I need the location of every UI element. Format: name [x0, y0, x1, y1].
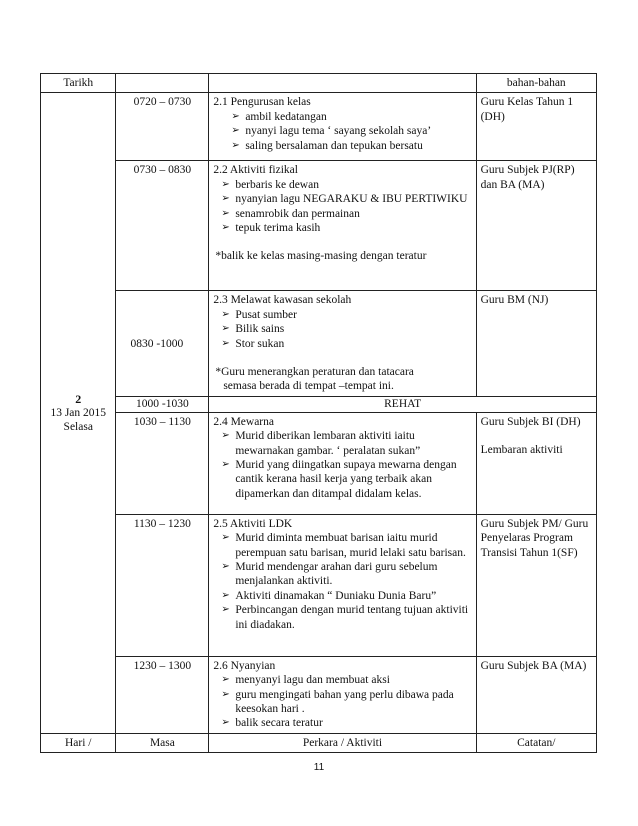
- list-item: ➢ senamrobik dan permainan: [213, 207, 471, 221]
- day-cell: [41, 93, 116, 733]
- list-item: ➢ nyanyi lagu tema ‘ sayang sekolah saya’: [213, 124, 471, 138]
- resource-cell: Guru BM (NJ): [476, 291, 596, 397]
- table-row: [41, 291, 597, 397]
- table-row: [41, 656, 597, 733]
- activity-note: *balik ke kelas masing-masing dengan teratur: [215, 250, 427, 263]
- header-empty-1: [116, 74, 209, 93]
- list-item: ➢ nyanyian lagu NEGARAKU & IBU PERTIWIKU: [213, 192, 471, 206]
- list-item: ➢ Aktiviti dinamakan “ Duniaku Dunia Baru”: [213, 589, 471, 603]
- activity-title: 2.2 Aktiviti fizikal: [213, 164, 298, 177]
- activity-list: [213, 531, 471, 632]
- list-item: ➢ balik secara teratur: [213, 716, 471, 730]
- list-item: ➢ ambil kedatangan: [213, 110, 471, 124]
- resource-cell: Guru Subjek PJ(RP) dan BA (MA): [476, 161, 596, 291]
- activity-list: [213, 429, 471, 501]
- rehat-row: [41, 397, 597, 412]
- footer-catatan: Catatan/: [476, 733, 596, 752]
- activity-title: 2.1 Pengurusan kelas: [213, 96, 311, 109]
- resource-text: Guru Subjek BI (DH): [480, 415, 581, 428]
- resource-text-2: Lembaran aktiviti: [480, 444, 563, 457]
- activity-note: *Guru menerangkan peraturan dan tatacara: [215, 366, 414, 379]
- time-cell: 1130 – 1230: [116, 514, 209, 656]
- list-item: ➢ Murid yang diingatkan supaya mewarna dengan cantik kerana hasil kerja yang terbaik akan dipamerkan dan ditampal didalam kelas.: [213, 458, 471, 501]
- time-cell: 1000 -1030: [116, 397, 209, 412]
- activity-note-cont: semasa berada di tempat –tempat ini.: [223, 380, 394, 393]
- header-bahan: bahan-bahan: [476, 74, 596, 93]
- activity-list: [213, 110, 471, 153]
- activity-title: 2.5 Aktiviti LDK: [213, 517, 293, 530]
- page-number: 11: [313, 762, 325, 773]
- list-item: ➢ Bilik sains: [213, 322, 471, 336]
- activity-list: [213, 673, 471, 731]
- list-item: ➢ Pusat sumber: [213, 308, 471, 322]
- list-item: ➢ saling bersalaman dan tepukan bersatu: [213, 139, 471, 153]
- list-item: ➢ Murid diminta membuat barisan iaitu murid perempuan satu barisan, murid lelaki satu barisan.: [213, 531, 471, 560]
- activity-cell: [209, 514, 476, 656]
- footer-hari: Hari /: [41, 733, 116, 752]
- day-date: 13 Jan 2015: [50, 406, 107, 419]
- header-empty-2: [209, 74, 476, 93]
- activity-cell: [209, 93, 476, 161]
- activity-list: [213, 178, 471, 236]
- time-cell: 0730 – 0830: [116, 161, 209, 291]
- day-number: 2: [75, 391, 82, 406]
- table-row: [41, 93, 597, 161]
- rehat-label: REHAT: [209, 397, 597, 412]
- resource-cell: [476, 412, 596, 514]
- list-item: ➢ guru mengingati bahan yang perlu dibawa pada keesokan hari .: [213, 688, 471, 717]
- list-item: ➢ Murid diberikan lembaran aktiviti iaitu mewarnakan gambar. ‘ peralatan sukan”: [213, 429, 471, 458]
- footer-masa: Masa: [116, 733, 209, 752]
- activity-cell: [209, 291, 476, 397]
- resource-cell: Guru Subjek PM/ Guru Penyelaras Program Transisi Tahun 1(SF): [476, 514, 596, 656]
- list-item: ➢ Murid mendengar arahan dari guru sebelum menjalankan aktiviti.: [213, 560, 471, 589]
- activity-cell: [209, 161, 476, 291]
- activity-cell: [209, 656, 476, 733]
- list-item: ➢ tepuk terima kasih: [213, 221, 471, 235]
- table-row: [41, 161, 597, 291]
- activity-title: 2.3 Melawat kawasan sekolah: [213, 294, 352, 307]
- time-cell: 0830 -1000: [116, 291, 209, 397]
- activity-list: [213, 308, 471, 351]
- time-cell: 1030 – 1130: [116, 412, 209, 514]
- resource-cell: Guru Subjek BA (MA): [476, 656, 596, 733]
- table-row: [41, 412, 597, 514]
- activity-cell: [209, 412, 476, 514]
- footer-perkara: Perkara / Aktiviti: [209, 733, 476, 752]
- time-cell: 1230 – 1300: [116, 656, 209, 733]
- header-tarikh: Tarikh: [41, 74, 116, 93]
- activity-title: 2.6 Nyanyian: [213, 659, 276, 672]
- list-item: ➢ menyanyi lagu dan membuat aksi: [213, 673, 471, 687]
- day-weekday: Selasa: [63, 421, 93, 434]
- header-row: [41, 74, 597, 93]
- list-item: ➢ Perbincangan dengan murid tentang tujuan aktiviti ini diadakan.: [213, 603, 471, 632]
- time-cell: 0720 – 0730: [116, 93, 209, 161]
- footer-row: [41, 733, 597, 752]
- activity-title: 2.4 Mewarna: [213, 415, 274, 428]
- list-item: ➢ berbaris ke dewan: [213, 178, 471, 192]
- resource-cell: Guru Kelas Tahun 1 (DH): [476, 93, 596, 161]
- table-row: [41, 514, 597, 656]
- schedule-table: [40, 73, 597, 753]
- list-item: ➢ Stor sukan: [213, 337, 471, 351]
